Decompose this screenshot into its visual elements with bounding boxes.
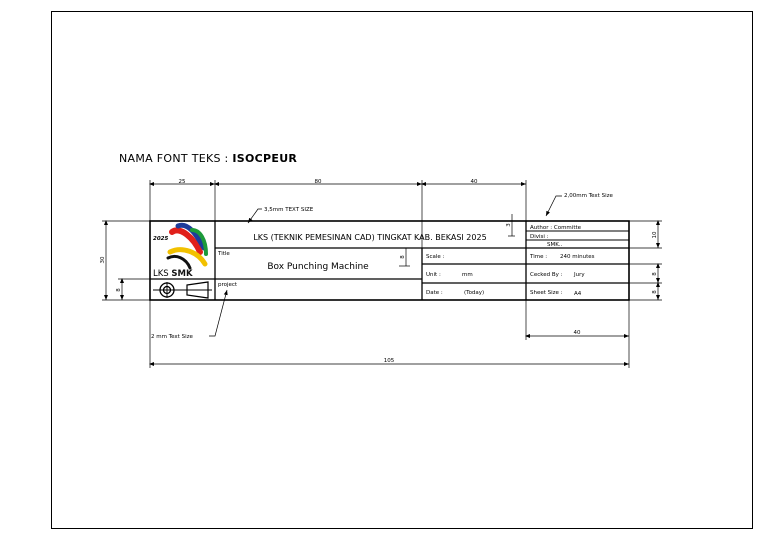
dim-right-10: 10 bbox=[652, 231, 658, 239]
sheet-label: Sheet Size : bbox=[530, 290, 563, 296]
date-value: (Today) bbox=[464, 290, 485, 296]
author-label: Author : Committe bbox=[530, 225, 582, 231]
dim-inner-title: 8 bbox=[400, 255, 406, 259]
checked-label: Cecked By : bbox=[530, 272, 563, 278]
title-label: Title bbox=[218, 251, 230, 257]
project-label: project bbox=[218, 282, 238, 288]
dim-bottom-105: 105 bbox=[383, 358, 395, 364]
dim-left-8: 8 bbox=[116, 288, 122, 292]
divisi-value: SMK.. bbox=[547, 242, 563, 248]
sheet-value: A4 bbox=[574, 291, 582, 297]
font-name-label: NAMA FONT TEKS : bbox=[119, 152, 229, 165]
dim-top-40: 40 bbox=[470, 179, 478, 185]
unit-label: Unit : bbox=[426, 272, 441, 278]
annotation-2mm-left: 2 mm Text Size bbox=[151, 334, 193, 340]
divisi-label: Divisi : bbox=[530, 234, 549, 240]
dim-left-30: 30 bbox=[100, 256, 106, 264]
title-value: Box Punching Machine bbox=[267, 262, 369, 272]
time-value: 240 minutes bbox=[560, 254, 595, 260]
logo-org: LKS SMK bbox=[153, 269, 193, 279]
dim-inner-scale: 3 bbox=[506, 223, 512, 227]
annotation-2mm-right: 2,00mm Text Size bbox=[564, 193, 613, 199]
scale-label: Scale : bbox=[426, 254, 445, 260]
dim-top-25: 25 bbox=[178, 179, 186, 185]
dim-right-8a: 8 bbox=[652, 272, 658, 276]
annotation-35mm: 3,5mm TEXT SIZE bbox=[264, 207, 314, 213]
checked-value: Jury bbox=[574, 272, 585, 278]
font-name-value: ISOCPEUR bbox=[232, 152, 298, 165]
unit-value: mm bbox=[462, 272, 473, 278]
dim-top-80: 80 bbox=[314, 179, 322, 185]
time-label: Time : bbox=[530, 254, 548, 260]
logo-year: 2025 bbox=[153, 236, 169, 242]
date-label: Date : bbox=[426, 290, 443, 296]
dim-bottom-40: 40 bbox=[573, 330, 581, 336]
dim-right-8b: 8 bbox=[652, 290, 658, 294]
lks-smk-logo-icon bbox=[168, 225, 206, 268]
title-block-header: LKS (TEKNIK PEMESINAN CAD) TINGKAT KAB. BEKASI 2025 bbox=[253, 233, 487, 242]
